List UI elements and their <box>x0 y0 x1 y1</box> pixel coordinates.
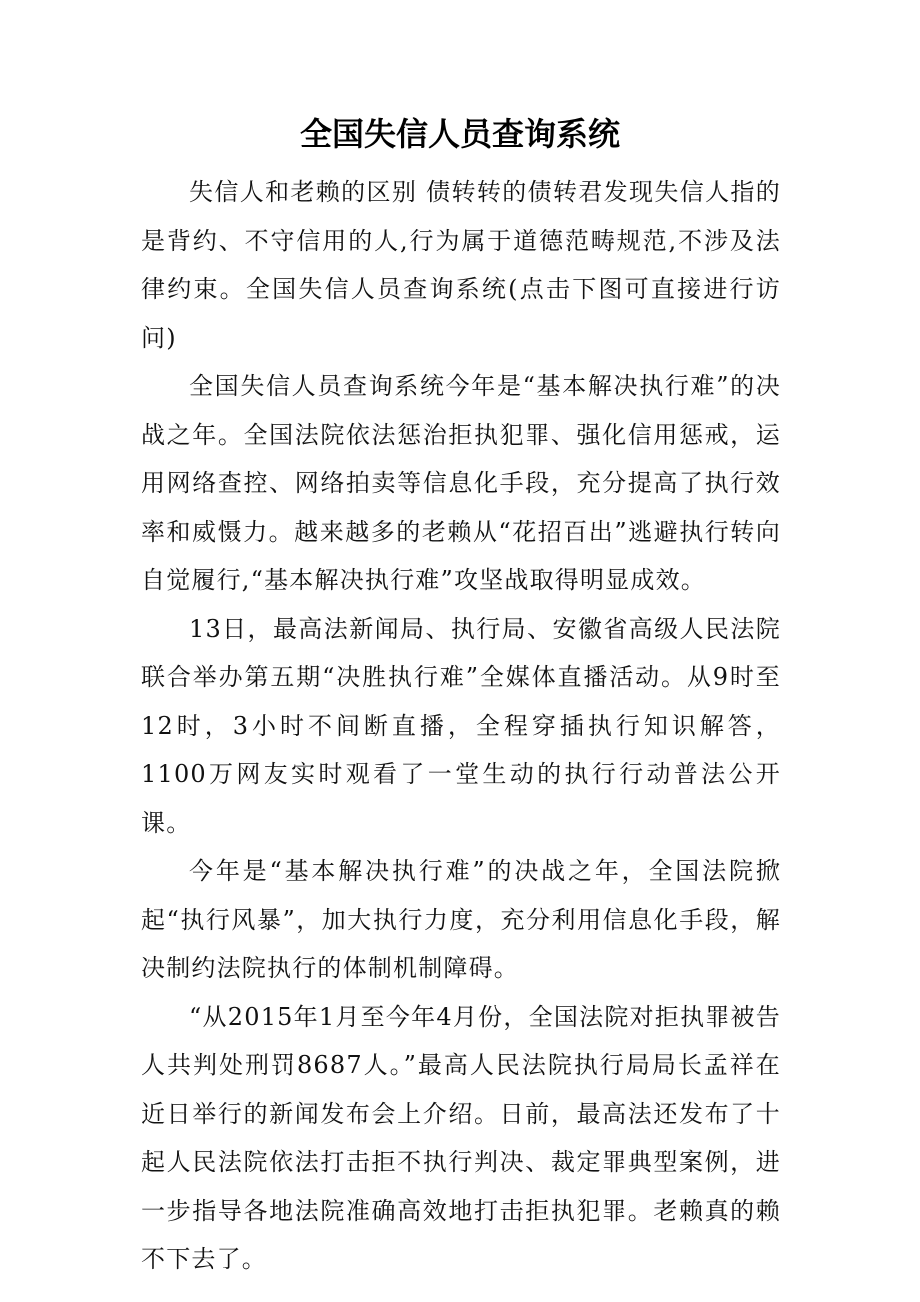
paragraph-1: 失信人和老赖的区别 债转转的债转君发现失信人指的是背约、不守信用的人,行为属于道德范畴规范,不涉及法律约束。全国失信人员查询系统(点击下图可直接进行访问) <box>141 178 781 352</box>
paragraph-4: 今年是“基本解决执行难”的决战之年，全国法院掀起“执行风暴”，加大执行力度，充分利用信息化手段，解决制约法院执行的体制机制障碍。 <box>141 857 781 982</box>
paragraph-2: 全国失信人员查询系统今年是“基本解决执行难”的决战之年。全国法院依法惩治拒执犯罪、强化信用惩戒，运用网络查控、网络拍卖等信息化手段，充分提高了执行效率和威慑力。越来越多的老赖从“花招百出”逃避执行转向自觉履行,“基本解决执行难”攻坚战取得明显成效。 <box>141 372 781 594</box>
document-title: 全国失信人员查询系统 <box>299 115 620 153</box>
document-body <box>141 168 781 1284</box>
paragraph-5: “从2015年1月至今年4月份，全国法院对拒执罪被告人共判处刑罚8687人。”最高人民法院执行局局长孟祥在近日举行的新闻发布会上介绍。日前，最高法还发布了十起人民法院依法打击拒不执行判决、裁定罪典型案例，进一步指导各地法院准确高效地打击拒执犯罪。老赖真的赖不下去了。 <box>141 1002 781 1273</box>
paragraph-3: 13日，最高法新闻局、执行局、安徽省高级人民法院联合举办第五期“决胜执行难”全媒体直播活动。从9时至12时，3小时不间断直播，全程穿插执行知识解答，1100万网友实时观看了一堂生动的执行行动普法公开课。 <box>141 614 781 837</box>
